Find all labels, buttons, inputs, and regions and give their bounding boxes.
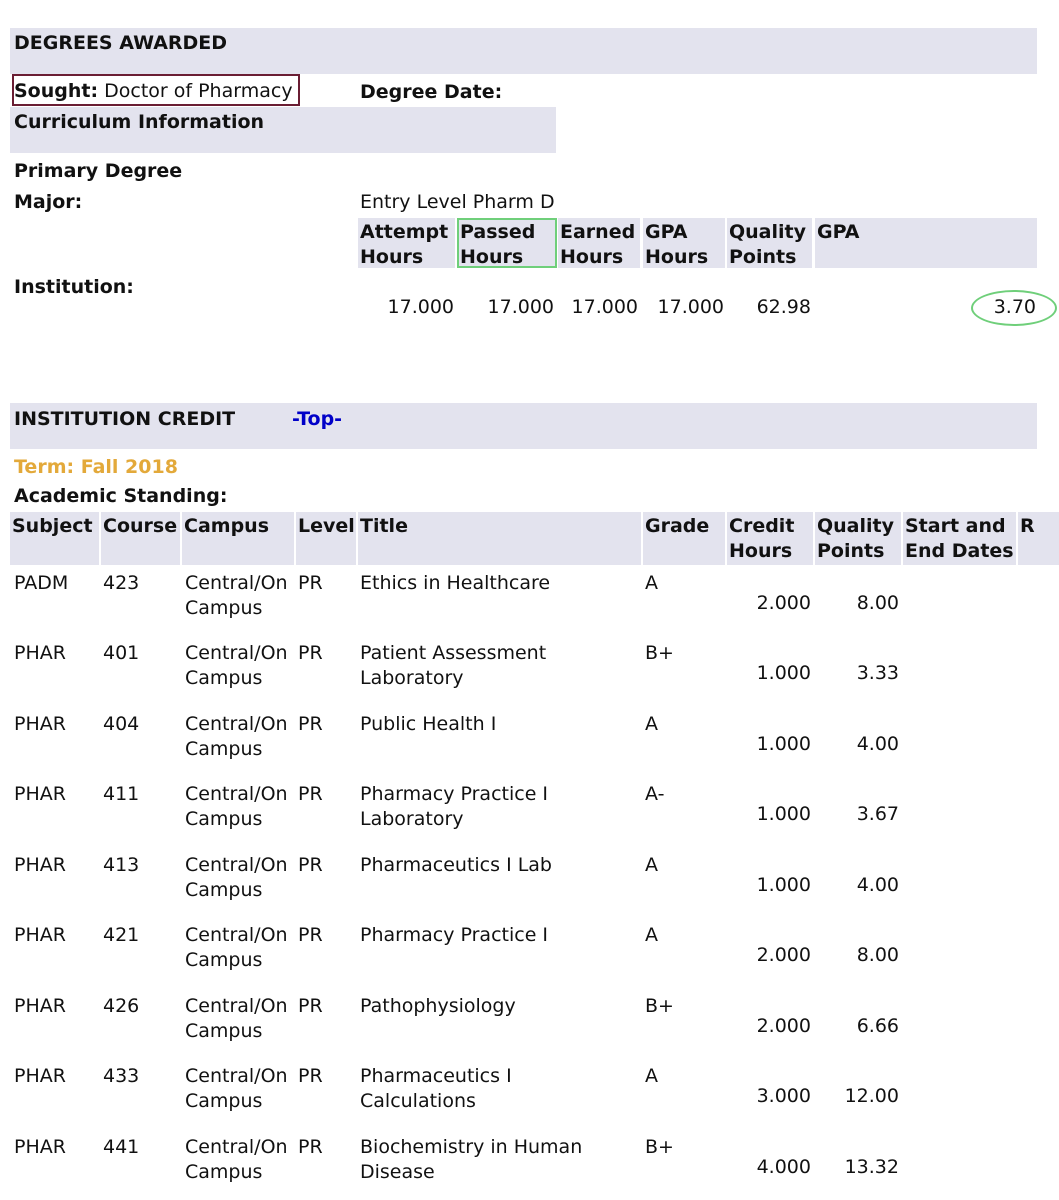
title-cell: Ethics in Healthcare [360, 572, 551, 594]
col-campus: Campus [182, 512, 294, 565]
col-gpa: GPA [815, 218, 1037, 268]
level-cell: PR [298, 1136, 323, 1158]
level-cell: PR [298, 995, 323, 1017]
course-cell: 421 [103, 924, 140, 946]
campus-cell: Central/On Campus [185, 1136, 288, 1183]
gpa-value: 3.70 [993, 296, 1036, 318]
campus-cell: Central/On Campus [185, 572, 288, 619]
sought-label: Sought: [14, 80, 99, 102]
quality-points-cell: 3.33 [856, 662, 899, 684]
gpa-annotation-circle [971, 290, 1057, 326]
quality-points-cell: 4.00 [856, 874, 899, 896]
course-cell: 426 [103, 995, 140, 1017]
degree-date-label: Degree Date: [360, 81, 503, 103]
campus-cell: Central/On Campus [185, 1065, 288, 1112]
quality-points-cell: 8.00 [856, 944, 899, 966]
quality-points-cell: 8.00 [856, 592, 899, 614]
col-title: Title [358, 512, 641, 565]
title-cell: Pharmaceutics I Calculations [360, 1065, 512, 1112]
title-cell: Pharmacy Practice I [360, 924, 549, 946]
academic-standing-label: Academic Standing: [14, 485, 228, 507]
degrees-heading: DEGREES AWARDED [14, 32, 228, 54]
table-row [0, 1135, 1059, 1200]
col-r: R [1018, 512, 1059, 565]
col-passed-hours: Passed Hours [458, 218, 555, 268]
grade-cell: A [645, 924, 658, 946]
course-cell: 413 [103, 854, 140, 876]
passed-hours-value: 17.000 [487, 296, 554, 318]
title-cell: Pathophysiology [360, 995, 516, 1017]
term-label: Term: Fall 2018 [14, 456, 178, 478]
grade-cell: A [645, 713, 658, 735]
credit-hours-cell: 2.000 [756, 592, 811, 614]
campus-cell: Central/On Campus [185, 642, 288, 689]
curriculum-heading: Curriculum Information [14, 111, 265, 133]
subject-cell: PHAR [14, 642, 66, 664]
quality-points-cell: 4.00 [856, 733, 899, 755]
level-cell: PR [298, 854, 323, 876]
primary-degree-label: Primary Degree [14, 160, 183, 182]
col-attempt-hours: Attempt Hours [358, 218, 455, 268]
gpa-hours-value: 17.000 [657, 296, 724, 318]
grade-cell: A [645, 1065, 658, 1087]
sought-value: Doctor of Pharmacy [104, 80, 293, 102]
quality-points-cell: 3.67 [856, 803, 899, 825]
campus-cell: Central/On Campus [185, 783, 288, 830]
top-link[interactable]: -Top- [292, 408, 343, 430]
level-cell: PR [298, 572, 323, 594]
col-start-end-dates: Start and End Dates [903, 512, 1016, 565]
title-cell: Pharmacy Practice I Laboratory [360, 783, 549, 830]
subject-cell: PHAR [14, 713, 66, 735]
institution-label: Institution: [14, 276, 134, 298]
grade-cell: A [645, 572, 658, 594]
subject-cell: PADM [14, 572, 69, 594]
grade-cell: B+ [645, 1136, 674, 1158]
col-quality-points: Quality Points [815, 512, 901, 565]
title-cell: Public Health I [360, 713, 497, 735]
col-credit-hours: Credit Hours [727, 512, 813, 565]
course-cell: 404 [103, 713, 140, 735]
credit-hours-cell: 2.000 [756, 944, 811, 966]
earned-hours-value: 17.000 [571, 296, 638, 318]
credit-hours-cell: 3.000 [756, 1085, 811, 1107]
table-row [0, 712, 1059, 782]
credit-hours-cell: 1.000 [756, 662, 811, 684]
major-label: Major: [14, 191, 83, 213]
grade-cell: B+ [645, 995, 674, 1017]
campus-cell: Central/On Campus [185, 995, 288, 1042]
quality-points-value: 62.98 [756, 296, 811, 318]
campus-cell: Central/On Campus [185, 924, 288, 971]
sought-field [14, 79, 293, 104]
grade-cell: A [645, 854, 658, 876]
col-earned-hours: Earned Hours [558, 218, 640, 268]
table-row [0, 923, 1059, 993]
credit-hours-cell: 1.000 [756, 803, 811, 825]
major-value: Entry Level Pharm D [360, 191, 555, 213]
subject-cell: PHAR [14, 995, 66, 1017]
grade-cell: B+ [645, 642, 674, 664]
level-cell: PR [298, 924, 323, 946]
attempt-hours-value: 17.000 [387, 296, 454, 318]
credit-hours-cell: 2.000 [756, 1015, 811, 1037]
col-grade: Grade [643, 512, 725, 565]
subject-cell: PHAR [14, 783, 66, 805]
quality-points-cell: 13.32 [844, 1156, 899, 1178]
col-subject: Subject [10, 512, 99, 565]
title-cell: Patient Assessment Laboratory [360, 642, 547, 689]
table-row [0, 571, 1059, 641]
credit-heading: INSTITUTION CREDIT [14, 408, 236, 430]
table-row [0, 782, 1059, 852]
table-row [0, 641, 1059, 711]
level-cell: PR [298, 713, 323, 735]
title-cell: Biochemistry in Human Disease [360, 1136, 583, 1183]
table-row [0, 853, 1059, 923]
level-cell: PR [298, 642, 323, 664]
subject-cell: PHAR [14, 1065, 66, 1087]
course-cell: 441 [103, 1136, 140, 1158]
level-cell: PR [298, 783, 323, 805]
table-row [0, 994, 1059, 1064]
credit-hours-cell: 1.000 [756, 733, 811, 755]
title-cell: Pharmaceutics I Lab [360, 854, 552, 876]
grade-cell: A- [645, 783, 665, 805]
campus-cell: Central/On Campus [185, 854, 288, 901]
col-quality-points: Quality Points [727, 218, 812, 268]
level-cell: PR [298, 1065, 323, 1087]
subject-cell: PHAR [14, 854, 66, 876]
credit-hours-cell: 4.000 [756, 1156, 811, 1178]
course-cell: 401 [103, 642, 140, 664]
course-cell: 423 [103, 572, 140, 594]
quality-points-cell: 12.00 [844, 1085, 899, 1107]
campus-cell: Central/On Campus [185, 713, 288, 760]
col-gpa-hours: GPA Hours [643, 218, 725, 268]
quality-points-cell: 6.66 [856, 1015, 899, 1037]
course-cell: 411 [103, 783, 140, 805]
subject-cell: PHAR [14, 1136, 66, 1158]
table-row [0, 1064, 1059, 1134]
passed-hours-annotation-box [457, 218, 557, 268]
col-course: Course [101, 512, 180, 565]
course-cell: 433 [103, 1065, 140, 1087]
subject-cell: PHAR [14, 924, 66, 946]
credit-hours-cell: 1.000 [756, 874, 811, 896]
col-level: Level [296, 512, 356, 565]
